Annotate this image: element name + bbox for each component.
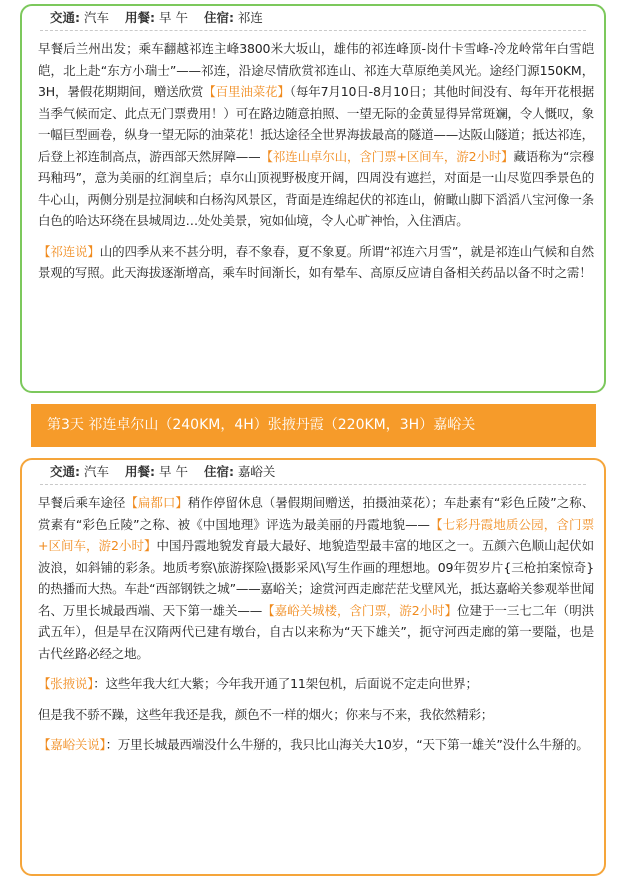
jiayuguan-says-tag: 【嘉峪关说】 [38,737,106,752]
text-segment: ：这些年我大红大紫；今年我开通了11架包机，后面说不定走向世界； [93,676,478,691]
day2-info-row [40,6,586,31]
text-segment: ：万里长城最西端没什么牛掰的，我只比山海关大10岁，“天下第一雄关”没什么牛掰的。 [105,737,589,752]
qilian-says-tag: 【祁连说】 [38,243,100,259]
lodging-label: 住宿: [203,10,234,25]
transport-label: 交通: [50,464,80,479]
meals-value: 早 午 [158,464,188,479]
text-segment: 早餐后乘车途径 [38,495,126,510]
meals-label: 用餐: [124,10,155,25]
meals-value: 早 午 [158,10,188,25]
transport-value: 汽车 [83,464,109,479]
text-segment: 藏语称为“宗穆玛釉玛”，意为美丽的红润皇后；卓尔山顶视野极度开阔，四周没有遮拦，对面是一山尽览四季景色的牛心山，两侧分别是拉洞峡和白杨沟风景区，背面是连绵起伏的祁连山，俯瞰山脚下滔滔八宝河像一条白色的哈达环绕在县城周边…处处美景，宛如仙境，令人心旷神怡，入住酒店。 [38,148,595,228]
meals-label: 用餐: [124,464,155,479]
lodging-value: 祁连 [237,10,263,25]
day3-info-row [40,460,586,485]
day3-banner: 第3天 祁连卓尔山（240KM，4H）张掖丹霞（220KM，3H）嘉峪关 [31,404,596,447]
day2-card [20,4,606,393]
highlight-danxia-park: 【七彩丹霞地质公园，含门票+区间车，游2小时】 [38,516,594,553]
text-segment: 山的四季从来不甚分明，春不象春，夏不象夏。所谓“祁连六月雪”，就是祁连山气候和自然景观的写照。此天海拔逐渐增高，乘车时间渐长，如有晕车、高原反应请自备相关药品以备不时之需！ [38,243,594,280]
highlight-jiayuguan-tower: 【嘉峪关城楼，含门票，游2小时】 [262,602,458,618]
text-segment: 稍作停留休息（暑假期间赠送，拍摄油菜花）；车赴素有“彩色丘陵”之称、赏素有“彩色丘陵”之称、被《中国地理》评选为最美丽的丹霞地貌—— [38,495,594,532]
day2-itinerary-paragraph [38,38,594,232]
lodging-value: 嘉峪关 [237,464,276,479]
transport-value: 汽车 [83,10,109,25]
text-segment: 早餐后兰州出发；乘车翻越祁连主峰3800米大坂山，雄伟的祁连峰顶-岗什卡雪峰-冷龙岭常年白雪皑皑，北上赴“东方小瑞士”——祁连，沿途尽情欣赏祁连山、祁连大草原绝美风光。途经门源150KM，3H，暑假花期期间，赠送欣赏 [38,41,594,99]
highlight-rapeseed-flowers: 【百里油菜花】 [203,84,290,99]
highlight-zhuoer-mountain: 【祁连山卓尔山，含门票+区间车，游2小时】 [260,148,514,164]
zhangye-says-continued [38,704,594,726]
jiayuguan-says-paragraph [38,734,594,756]
zhangye-says-tag: 【张掖说】 [38,676,94,691]
lodging-label: 住宿: [203,464,234,479]
text-segment: 但是我不骄不躁，这些年我还是我，颜色不一样的烟火；你来与不来，我依然精彩； [38,706,494,722]
text-segment: （每年7月10日-8月10日；其他时间没有、每年开花根据当季气候而定、此点无门票费用！）可在路边随意拍照、一望无际的金黄显得异常斑斓，令人慨叹，象一幅巨型画卷，纵身一望无际的油菜花！抵达途径全世界海拔最高的隧道——达阪山隧道；抵达祁连，后登上祁连制高点，游西部天然屏障—— [38,84,594,164]
text-segment: 中国丹霞地貌发育最大最好、地貌造型最丰富的地区之一。五颜六色顺山起伏如波浪，如斜铺的彩条。地质考察\旅游探险\摄影采风\写生作画的理想地。09年贺岁片{三枪拍案惊奇}的热播而大热。车赴“西部钢铁之城”——嘉峪关；途赏河西走廊茫茫戈壁风光，抵达嘉峪关参观举世闻名、万里长城最西端、天下第一雄关—— [38,538,594,618]
highlight-biandukou: 【扁都口】 [125,495,188,510]
text-segment: 位建于一三七二年（明洪武五年），但是早在汉隋两代已建有墩台，自古以来称为“天下雄关”，扼守河西走廊的第一要隘，也是古代丝路必经之地。 [38,602,594,661]
transport-label: 交通: [50,10,80,25]
qilian-says-paragraph [38,241,594,284]
zhangye-says-paragraph [38,673,594,695]
day3-itinerary-paragraph [38,492,594,664]
day3-card [20,458,606,876]
